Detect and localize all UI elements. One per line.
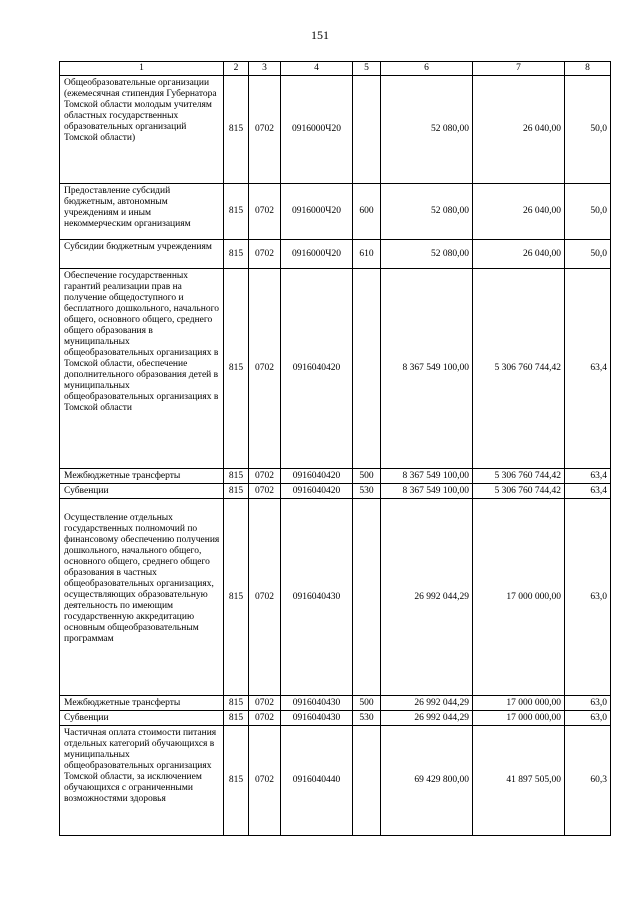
plan-amount-cell: 26 992 044,29: [381, 499, 473, 696]
target-code-cell: 0916000Ч20: [281, 184, 353, 240]
actual-amount-cell: 5 306 760 744,42: [473, 469, 565, 484]
table-row: [60, 711, 611, 726]
percent-cell: 63,4: [565, 484, 611, 499]
row-name-cell: Частичная оплата стоимости питания отдельных категорий обучающихся в муниципальных общеобразовательных организациях Томской области, за исключением обучающихся с ограниченными возможностями здоровья: [60, 726, 224, 836]
header-cell: 2: [224, 62, 249, 76]
expense-type-cell: [353, 76, 381, 184]
header-cell: 1: [60, 62, 224, 76]
expense-type-cell: [353, 499, 381, 696]
target-code-cell: 0916040420: [281, 484, 353, 499]
table-row: [60, 484, 611, 499]
gr-code-cell: 815: [224, 696, 249, 711]
section-code-cell: 0702: [249, 76, 281, 184]
target-code-cell: 0916040440: [281, 726, 353, 836]
section-code-cell: 0702: [249, 269, 281, 469]
expense-type-cell: 530: [353, 711, 381, 726]
actual-amount-cell: 26 040,00: [473, 184, 565, 240]
row-name-cell: Предоставление субсидий бюджетным, автономным учреждениям и иным некоммерческим организациям: [60, 184, 224, 240]
percent-cell: 60,3: [565, 726, 611, 836]
plan-amount-cell: 26 992 044,29: [381, 696, 473, 711]
percent-cell: 50,0: [565, 184, 611, 240]
section-code-cell: 0702: [249, 726, 281, 836]
header-cell: 8: [565, 62, 611, 76]
actual-amount-cell: 26 040,00: [473, 240, 565, 269]
row-name-cell: Субвенции: [60, 484, 224, 499]
header-row: [60, 62, 611, 76]
row-name-cell: Общеобразовательные организации (ежемесячная стипендия Губернатора Томской области молодым учителям областных государственных образовательных организаций Томской области): [60, 76, 224, 184]
gr-code-cell: 815: [224, 711, 249, 726]
percent-cell: 63,0: [565, 499, 611, 696]
header-cell: 5: [353, 62, 381, 76]
actual-amount-cell: 26 040,00: [473, 76, 565, 184]
plan-amount-cell: 52 080,00: [381, 76, 473, 184]
actual-amount-cell: 17 000 000,00: [473, 711, 565, 726]
gr-code-cell: 815: [224, 469, 249, 484]
table-row: [60, 499, 611, 696]
gr-code-cell: 815: [224, 269, 249, 469]
plan-amount-cell: 52 080,00: [381, 240, 473, 269]
actual-amount-cell: 5 306 760 744,42: [473, 484, 565, 499]
gr-code-cell: 815: [224, 184, 249, 240]
gr-code-cell: 815: [224, 484, 249, 499]
actual-amount-cell: 17 000 000,00: [473, 499, 565, 696]
budget-table: [59, 61, 611, 836]
plan-amount-cell: 52 080,00: [381, 184, 473, 240]
percent-cell: 63,0: [565, 711, 611, 726]
plan-amount-cell: 8 367 549 100,00: [381, 469, 473, 484]
percent-cell: 63,4: [565, 269, 611, 469]
percent-cell: 50,0: [565, 240, 611, 269]
section-code-cell: 0702: [249, 240, 281, 269]
target-code-cell: 0916040430: [281, 711, 353, 726]
table-row: [60, 726, 611, 836]
expense-type-cell: 600: [353, 184, 381, 240]
row-name-cell: Обеспечение государственных гарантий реализации прав на получение общедоступного и бесплатного дошкольного, начального общего, основного общего, среднего общего образования в муниципальных общеобразовательных организациях в Томской области, обеспечение дополнительного образования детей в муниципальных общеобразовательных организациях в Томской области: [60, 269, 224, 469]
expense-type-cell: [353, 726, 381, 836]
expense-type-cell: 500: [353, 696, 381, 711]
expense-type-cell: 610: [353, 240, 381, 269]
header-cell: 4: [281, 62, 353, 76]
target-code-cell: 0916040420: [281, 269, 353, 469]
gr-code-cell: 815: [224, 726, 249, 836]
section-code-cell: 0702: [249, 184, 281, 240]
row-name-cell: Осуществление отдельных государственных полномочий по финансовому обеспечению получения дошкольного, начального общего, основного общего, среднего общего образования в частных общеобразовательных организациях, осуществляющих образовательную деятельность по имеющим государственную аккредитацию основным общеобразовательным программам: [60, 499, 224, 696]
gr-code-cell: 815: [224, 240, 249, 269]
target-code-cell: 0916040430: [281, 696, 353, 711]
row-name-cell: Межбюджетные трансферты: [60, 469, 224, 484]
row-name-cell: Субсидии бюджетным учреждениям: [60, 240, 224, 269]
plan-amount-cell: 8 367 549 100,00: [381, 269, 473, 469]
section-code-cell: 0702: [249, 484, 281, 499]
table-row: [60, 76, 611, 184]
table-row: [60, 469, 611, 484]
gr-code-cell: 815: [224, 76, 249, 184]
expense-type-cell: 500: [353, 469, 381, 484]
plan-amount-cell: 69 429 800,00: [381, 726, 473, 836]
header-cell: 6: [381, 62, 473, 76]
actual-amount-cell: 17 000 000,00: [473, 696, 565, 711]
target-code-cell: 0916000Ч20: [281, 240, 353, 269]
percent-cell: 63,4: [565, 469, 611, 484]
target-code-cell: 0916040420: [281, 469, 353, 484]
expense-type-cell: [353, 269, 381, 469]
table-row: [60, 184, 611, 240]
section-code-cell: 0702: [249, 696, 281, 711]
header-cell: 7: [473, 62, 565, 76]
page-number: 151: [311, 28, 329, 42]
target-code-cell: 0916000Ч20: [281, 76, 353, 184]
actual-amount-cell: 5 306 760 744,42: [473, 269, 565, 469]
expense-type-cell: 530: [353, 484, 381, 499]
plan-amount-cell: 8 367 549 100,00: [381, 484, 473, 499]
table-row: [60, 269, 611, 469]
plan-amount-cell: 26 992 044,29: [381, 711, 473, 726]
actual-amount-cell: 41 897 505,00: [473, 726, 565, 836]
section-code-cell: 0702: [249, 711, 281, 726]
percent-cell: 50,0: [565, 76, 611, 184]
header-cell: 3: [249, 62, 281, 76]
gr-code-cell: 815: [224, 499, 249, 696]
section-code-cell: 0702: [249, 499, 281, 696]
table-row: [60, 696, 611, 711]
target-code-cell: 0916040430: [281, 499, 353, 696]
row-name-cell: Субвенции: [60, 711, 224, 726]
percent-cell: 63,0: [565, 696, 611, 711]
row-name-cell: Межбюджетные трансферты: [60, 696, 224, 711]
table-row: [60, 240, 611, 269]
section-code-cell: 0702: [249, 469, 281, 484]
